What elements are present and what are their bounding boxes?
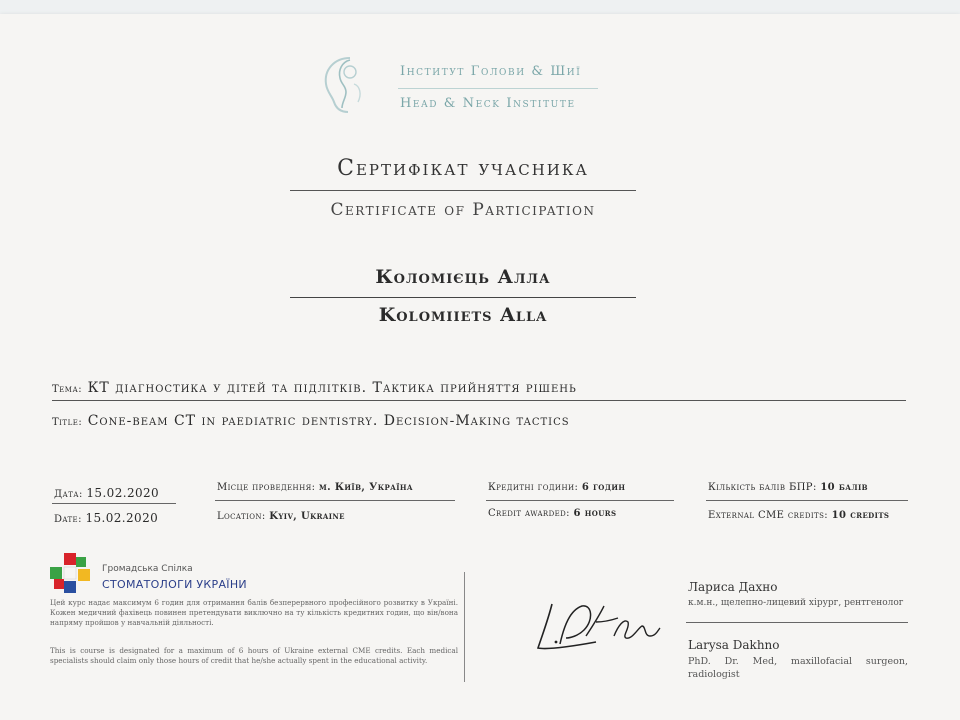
date-value-en: 15.02.2020 xyxy=(85,511,159,525)
location-en xyxy=(217,511,345,522)
association-logo-icon xyxy=(50,553,90,593)
cme-note-ua: Цей курс надає максимум 6 годин для отримання балів безперервного професійного розвитку в Україні. Кожен медичний фахівець повинен претендувати виключно на ту кількість кредитних годин, що він/вона напряму пройшов у навчальній діяльності. xyxy=(50,598,458,627)
date-ua xyxy=(54,486,159,500)
participant-name-ua: Коломієць Алла xyxy=(375,266,551,288)
institute-name-ua: Інститут Голови & Шиї xyxy=(400,64,582,79)
vertical-divider xyxy=(464,572,465,682)
signer-name-en: Larysa Dakhno xyxy=(688,638,780,652)
signature-icon xyxy=(534,596,664,658)
topic-en xyxy=(52,413,570,429)
date-en xyxy=(54,511,158,525)
institute-logo xyxy=(318,54,618,124)
institute-name-en: Head & Neck Institute xyxy=(400,96,576,111)
association-name-line1: Громадська Спілка xyxy=(102,564,193,574)
points-label-en: External CME credits: xyxy=(708,510,829,521)
location-label-ua: Місце проведення: xyxy=(217,482,316,493)
signer-role-ua: к.м.н., щелепно-лицевий хірург, рентгенолог xyxy=(688,598,904,608)
points-en xyxy=(708,510,889,521)
date-label-en: Date: xyxy=(54,514,82,525)
certificate-title-ua: Сертифікат учасника xyxy=(337,156,589,181)
points-value-ua: 10 балів xyxy=(820,482,868,493)
date-label-ua: Дата: xyxy=(54,489,83,500)
points-value-en: 10 credits xyxy=(831,510,890,521)
certificate-title-en: Certificate of Participation xyxy=(330,200,596,220)
credits-en xyxy=(488,508,616,519)
credits-label-en: Credit awarded: xyxy=(488,508,570,519)
points-label-ua: Кількість балів БПР: xyxy=(708,482,817,493)
signer-role-en: PhD. Dr. Med, maxillofacial surgeon, radiologist xyxy=(688,656,908,680)
topic-value-ua: КТ діагностика у дітей та підлітків. Тактика прийняття рішень xyxy=(87,380,577,396)
credits-value-ua: 6 годин xyxy=(581,482,626,493)
signer-name-ua: Лариса Дахно xyxy=(688,580,778,594)
location-value-ua: м. Київ, Україна xyxy=(319,482,414,493)
topic-value-en: Cone-beam CT in paediatric dentistry. Decision-Making tactics xyxy=(87,413,570,429)
location-label-en: Location: xyxy=(217,511,266,522)
date-divider xyxy=(52,503,176,504)
points-divider xyxy=(706,500,908,501)
location-ua xyxy=(217,482,413,493)
institute-divider xyxy=(398,88,598,89)
location-value-en: Kyiv, Ukraine xyxy=(269,511,345,522)
credits-ua xyxy=(488,482,625,493)
name-divider xyxy=(290,297,636,298)
association-name-line2: СТОМАТОЛОГИ УКРАЇНИ xyxy=(102,578,247,591)
topic-ua xyxy=(52,380,577,396)
credits-value-en: 6 hours xyxy=(573,508,617,519)
title-divider xyxy=(290,190,636,191)
points-ua xyxy=(708,482,868,493)
date-value-ua: 15.02.2020 xyxy=(86,486,160,500)
participant-name-en: Kolomiiets Alla xyxy=(378,304,548,326)
topic-label-ua: Тема: xyxy=(52,384,83,395)
credits-divider xyxy=(486,500,674,501)
cme-note-en: This is course is designated for a maximum of 6 hours of Ukraine external CME credits. Each medical specialists should claim only those hours of credit that he/she actually spent in the educational activity. xyxy=(50,646,458,665)
topic-divider xyxy=(52,400,906,401)
top-edge xyxy=(0,0,960,14)
topic-label-en: Title: xyxy=(52,417,83,428)
credits-label-ua: Кредитні години: xyxy=(488,482,579,493)
head-silhouette-icon xyxy=(320,54,366,114)
signer-divider xyxy=(686,622,908,623)
location-divider xyxy=(215,500,455,501)
